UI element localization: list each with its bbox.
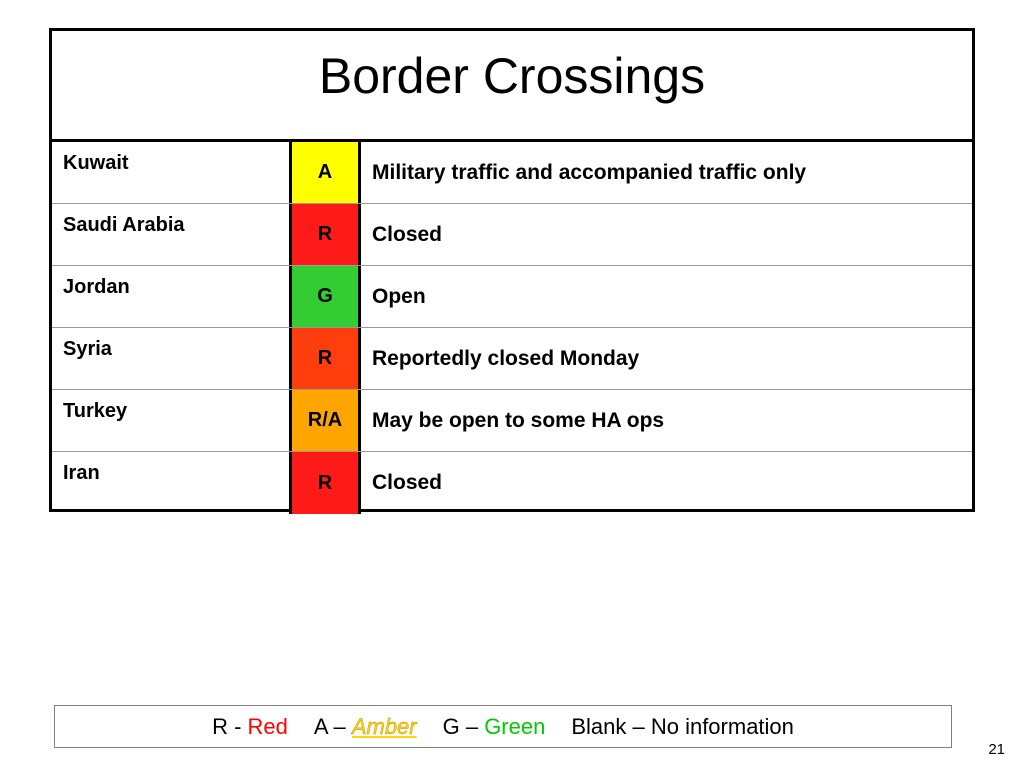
legend-amber-prefix: A – — [313, 713, 352, 739]
status-cell: G — [292, 266, 361, 327]
notes-cell: Closed — [372, 471, 443, 494]
status-cell: R/A — [292, 390, 361, 451]
country-cell: Jordan — [52, 266, 292, 327]
legend-amber — [314, 714, 417, 740]
country-cell: Saudi Arabia — [52, 204, 292, 265]
status-cell: R — [292, 452, 361, 514]
legend-red-word: Red — [247, 713, 288, 739]
legend-red-prefix: R - — [212, 713, 248, 739]
notes-cell: Closed — [372, 222, 443, 246]
border-crossings-table — [49, 28, 975, 512]
notes-cell: Military traffic and accompanied traffic only — [372, 160, 807, 184]
legend-red — [212, 714, 288, 740]
notes-cell: Open — [372, 284, 426, 308]
table-row — [52, 452, 972, 514]
table-row — [52, 142, 972, 204]
slide-title: Border Crossings — [318, 48, 706, 104]
country-cell: Turkey — [52, 390, 292, 451]
country-cell: Kuwait — [52, 142, 292, 203]
legend-blank: Blank – No information — [571, 713, 794, 739]
legend-green-word: Green — [484, 713, 546, 739]
table-row — [52, 328, 972, 390]
status-cell: R — [292, 204, 361, 265]
country-cell: Syria — [52, 328, 292, 389]
legend-amber-word: Amber — [351, 713, 417, 739]
notes-cell: May be open to some HA ops — [372, 408, 665, 432]
status-cell: R — [292, 328, 361, 389]
legend-green-prefix: G – — [442, 713, 485, 739]
notes-cell: Reportedly closed Monday — [372, 346, 640, 370]
legend-green — [443, 714, 546, 740]
page-number: 21 — [988, 741, 1005, 758]
legend-box — [54, 705, 952, 748]
table-row — [52, 390, 972, 452]
table-row — [52, 266, 972, 328]
country-cell: Iran — [52, 452, 292, 514]
table-row — [52, 204, 972, 266]
status-cell: A — [292, 142, 361, 203]
title-row — [52, 31, 972, 142]
